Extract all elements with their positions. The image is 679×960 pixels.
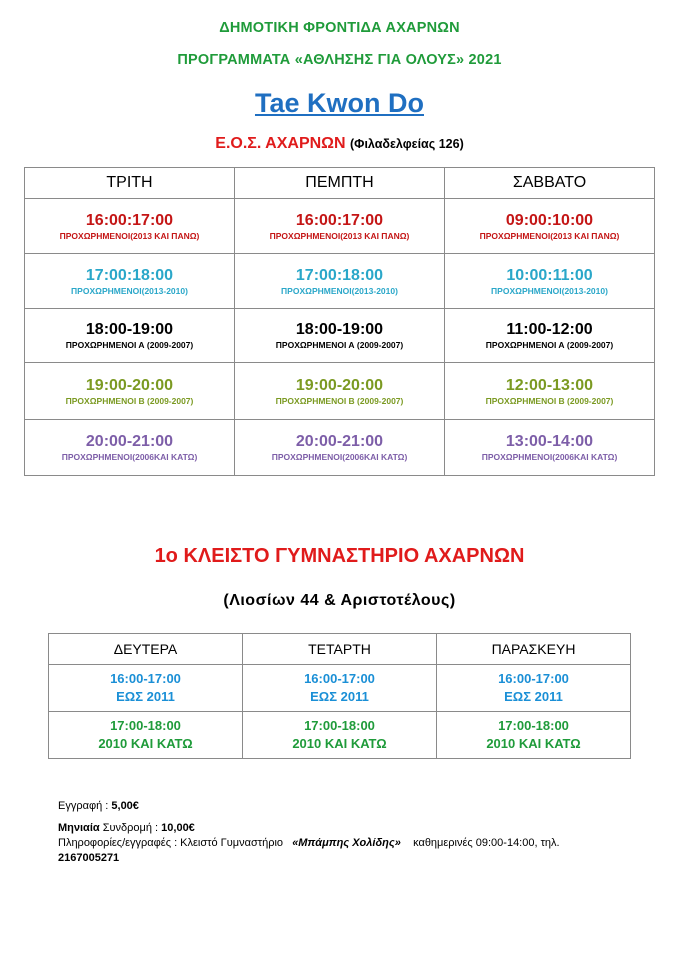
schedule-cell xyxy=(25,254,235,309)
schedule-cell xyxy=(445,254,655,309)
group-label: ΠΡΟΧΩΡΗΜΕΝΟΙ(2013 ΚΑΙ ΠΑΝΩ) xyxy=(269,230,410,241)
time-slot: 17:00-18:00 xyxy=(498,718,569,733)
time-slot: 16:00-17:00 xyxy=(304,671,375,686)
schedule-cell xyxy=(235,199,445,254)
group-label: ΕΩΣ 2011 xyxy=(310,689,369,704)
day-header: ΣΑΒΒΑΤΟ xyxy=(445,168,655,199)
day-header: ΤΕΤΑΡΤΗ xyxy=(243,634,437,665)
table-row xyxy=(25,420,655,476)
day-header: ΔΕΥΤΕΡΑ xyxy=(49,634,243,665)
time-slot: 12:00-13:00 xyxy=(505,376,594,394)
group-label: ΠΡΟΧΩΡΗΜΕΝΟΙ(2013-2010) xyxy=(71,285,188,296)
info-line xyxy=(58,837,560,849)
schedule-cell xyxy=(243,712,437,759)
group-label: ΠΡΟΧΩΡΗΜΕΝΟΙ Β (2009-2007) xyxy=(485,395,614,406)
table-row xyxy=(49,712,631,759)
registration-value: 5,00€ xyxy=(111,800,139,812)
schedule-cell xyxy=(25,363,235,420)
schedule-cell xyxy=(49,712,243,759)
group-label: 2010 ΚΑΙ ΚΑΤΩ xyxy=(486,736,581,751)
time-slot: 11:00-12:00 xyxy=(506,321,593,338)
info-prefix: Πληροφορίες/εγγραφές : Κλειστό Γυμναστήριο xyxy=(58,837,284,849)
schedule-cell xyxy=(437,712,631,759)
venue2-name: 1ο ΚΛΕΙΣΤΟ ΓΥΜΝΑΣΤΗΡΙΟ ΑΧΑΡΝΩΝ xyxy=(154,545,525,567)
group-label: ΠΡΟΧΩΡΗΜΕΝΟΙ Β (2009-2007) xyxy=(65,395,194,406)
table-row xyxy=(49,665,631,712)
schedule-cell xyxy=(243,665,437,712)
schedule-cell xyxy=(25,420,235,476)
schedule-cell xyxy=(235,363,445,420)
time-slot: 17:00:18:00 xyxy=(295,266,384,284)
group-label: ΠΡΟΧΩΡΗΜΕΝΟΙ(2006ΚΑΙ ΚΑΤΩ) xyxy=(61,452,198,462)
group-label: ΠΡΟΧΩΡΗΜΕΝΟΙ(2006ΚΑΙ ΚΑΤΩ) xyxy=(271,452,408,462)
schedule-cell xyxy=(235,309,445,363)
venue1-heading xyxy=(0,135,679,153)
schedule-cell xyxy=(235,420,445,476)
group-label: ΠΡΟΧΩΡΗΜΕΝΟΙ Α (2009-2007) xyxy=(65,340,194,350)
time-slot: 10:00:11:00 xyxy=(506,266,593,284)
schedule-cell xyxy=(437,665,631,712)
venue2-address: (Λιοσίων 44 & Αριστοτέλους) xyxy=(223,592,456,609)
table-row xyxy=(25,309,655,363)
time-slot: 17:00-18:00 xyxy=(110,718,181,733)
schedule-table-2 xyxy=(48,633,631,759)
program-title: ΠΡΟΓΡΑΜΜΑΤΑ «ΑΘΛΗΣΗΣ ΓΙΑ ΟΛΟΥΣ» 2021 xyxy=(177,52,502,68)
gym-name: «Μπάμπης Χολίδης» xyxy=(292,837,401,849)
time-slot: 09:00:10:00 xyxy=(505,211,594,229)
time-slot: 16:00-17:00 xyxy=(498,671,569,686)
info-suffix: καθημερινές 09:00-14:00, τηλ. xyxy=(413,837,560,849)
table-row xyxy=(25,363,655,420)
day-header: ΤΡΙΤΗ xyxy=(25,168,235,199)
group-label: ΕΩΣ 2011 xyxy=(504,689,563,704)
sport-title: Tae Kwon Do xyxy=(254,88,424,118)
table-row xyxy=(25,199,655,254)
time-slot: 18:00-19:00 xyxy=(85,321,174,338)
table-header-row xyxy=(25,168,655,199)
time-slot: 20:00-21:00 xyxy=(295,433,384,450)
phone-number: 2167005271 xyxy=(58,852,120,864)
group-label: 2010 ΚΑΙ ΚΑΤΩ xyxy=(292,736,387,751)
venue1-address: (Φιλαδελφείας 126) xyxy=(350,137,464,151)
registration-fee xyxy=(58,800,139,812)
schedule-cell xyxy=(235,254,445,309)
monthly-label: Μηνιαία xyxy=(58,822,100,834)
table-header-row xyxy=(49,634,631,665)
time-slot: 16:00-17:00 xyxy=(110,671,181,686)
time-slot: 19:00-20:00 xyxy=(85,376,174,394)
schedule-cell xyxy=(49,665,243,712)
schedule-cell xyxy=(25,309,235,363)
time-slot: 16:00:17:00 xyxy=(85,211,174,229)
time-slot: 17:00-18:00 xyxy=(304,718,375,733)
time-slot: 17:00:18:00 xyxy=(85,266,174,284)
group-label: ΠΡΟΧΩΡΗΜΕΝΟΙ Α (2009-2007) xyxy=(275,340,404,350)
time-slot: 13:00-14:00 xyxy=(505,433,594,450)
registration-label: Εγγραφή : xyxy=(58,800,109,812)
day-header: ΠΕΜΠΤΗ xyxy=(235,168,445,199)
time-slot: 19:00-20:00 xyxy=(295,376,384,394)
schedule-cell xyxy=(25,199,235,254)
organization-title: ΔΗΜΟΤΙΚΗ ΦΡΟΝΤΙΔΑ ΑΧΑΡΝΩΝ xyxy=(219,20,460,36)
table-row xyxy=(25,254,655,309)
time-slot: 20:00-21:00 xyxy=(85,433,174,450)
monthly-fee xyxy=(58,822,195,834)
group-label: ΠΡΟΧΩΡΗΜΕΝΟΙ Α (2009-2007) xyxy=(485,340,614,350)
monthly-text: Συνδρομή : xyxy=(102,822,159,834)
schedule-cell xyxy=(445,363,655,420)
schedule-cell xyxy=(445,199,655,254)
group-label: ΠΡΟΧΩΡΗΜΕΝΟΙ Β (2009-2007) xyxy=(275,395,404,406)
time-slot: 18:00-19:00 xyxy=(295,321,384,338)
schedule-cell xyxy=(445,420,655,476)
time-slot: 16:00:17:00 xyxy=(295,211,384,229)
group-label: ΠΡΟΧΩΡΗΜΕΝΟΙ(2013 ΚΑΙ ΠΑΝΩ) xyxy=(479,230,620,241)
group-label: ΠΡΟΧΩΡΗΜΕΝΟΙ(2013 ΚΑΙ ΠΑΝΩ) xyxy=(59,230,200,241)
venue1-name: Ε.Ο.Σ. ΑΧΑΡΝΩΝ xyxy=(215,135,346,152)
group-label: ΠΡΟΧΩΡΗΜΕΝΟΙ(2013-2010) xyxy=(281,285,398,296)
group-label: 2010 ΚΑΙ ΚΑΤΩ xyxy=(98,736,193,751)
group-label: ΕΩΣ 2011 xyxy=(116,689,175,704)
schedule-cell xyxy=(445,309,655,363)
monthly-value: 10,00€ xyxy=(161,822,195,834)
schedule-table-1 xyxy=(24,167,655,476)
group-label: ΠΡΟΧΩΡΗΜΕΝΟΙ(2013-2010) xyxy=(491,285,608,296)
day-header: ΠΑΡΑΣΚΕΥΗ xyxy=(437,634,631,665)
group-label: ΠΡΟΧΩΡΗΜΕΝΟΙ(2006ΚΑΙ ΚΑΤΩ) xyxy=(481,452,618,462)
